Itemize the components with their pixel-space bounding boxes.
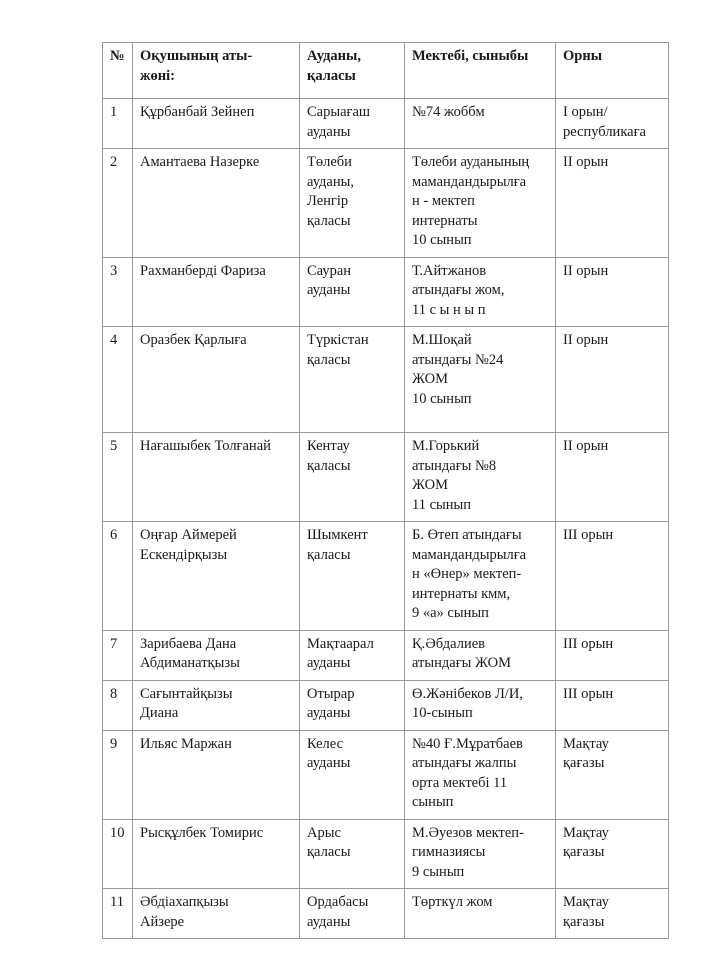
table-row [103, 99, 669, 149]
table-row [103, 522, 669, 631]
cell-number: 11 [103, 889, 133, 939]
cell-school: Төрткүл жом [405, 889, 556, 939]
header-student-name: Оқушының аты- жөні: [133, 43, 300, 99]
cell-student-name: Әбдіахапқызы Айзере [133, 889, 300, 939]
cell-number: 1 [103, 99, 133, 149]
cell-district: Шымкент қаласы [300, 522, 405, 631]
table-row [103, 630, 669, 680]
cell-place: II орын [556, 257, 669, 327]
cell-district: Сарыағаш ауданы [300, 99, 405, 149]
table-row [103, 680, 669, 730]
table-row [103, 730, 669, 819]
cell-district: Арыс қаласы [300, 819, 405, 889]
cell-school: М.Горький атындағы №8 ЖОМ 11 сынып [405, 433, 556, 522]
cell-school: Ө.Жәнібеков Л/И, 10-сынып [405, 680, 556, 730]
cell-place: Мақтау қағазы [556, 819, 669, 889]
cell-number: 5 [103, 433, 133, 522]
cell-district: Кентау қаласы [300, 433, 405, 522]
header-school: Мектебі, сыныбы [405, 43, 556, 99]
table-row [103, 327, 669, 433]
cell-student-name: Оразбек Қарлығa [133, 327, 300, 433]
cell-student-name: Құрбанбай Зейнеп [133, 99, 300, 149]
cell-number: 3 [103, 257, 133, 327]
cell-student-name: Амантаева Назерке [133, 149, 300, 258]
header-district: Ауданы, қаласы [300, 43, 405, 99]
cell-school: Т.Айтжанов атындағы жом, 11 с ы н ы п [405, 257, 556, 327]
cell-student-name: Рахманберді Фариза [133, 257, 300, 327]
results-table [102, 42, 669, 939]
cell-student-name: Оңғар Аймерей Ескендірқызы [133, 522, 300, 631]
header-place: Орны [556, 43, 669, 99]
cell-district: Сауран ауданы [300, 257, 405, 327]
table-row [103, 433, 669, 522]
cell-place: III орын [556, 522, 669, 631]
cell-district: Төлеби ауданы, Ленгір қаласы [300, 149, 405, 258]
cell-student-name: Зарибаева Дана Абдиманатқызы [133, 630, 300, 680]
cell-school: Б. Өтеп атындағы мамандандырылға н «Өнер» мектеп- интернаты кмм, 9 «а» сынып [405, 522, 556, 631]
cell-school: №74 жоббм [405, 99, 556, 149]
cell-student-name: Ильяс Маржан [133, 730, 300, 819]
cell-school: М.Әуезов мектеп- гимназиясы 9 сынып [405, 819, 556, 889]
cell-number: 9 [103, 730, 133, 819]
cell-place: II орын [556, 149, 669, 258]
cell-place: Мақтау қағазы [556, 730, 669, 819]
cell-number: 8 [103, 680, 133, 730]
cell-school: М.Шоқай атындағы №24 ЖОМ 10 сынып [405, 327, 556, 433]
cell-number: 7 [103, 630, 133, 680]
cell-district: Отырар ауданы [300, 680, 405, 730]
cell-place: III орын [556, 630, 669, 680]
cell-school: Төлеби ауданының мамандандырылға н - мектеп интернаты 10 сынып [405, 149, 556, 258]
header-number: № [103, 43, 133, 99]
cell-place: Мақтау қағазы [556, 889, 669, 939]
cell-school: Қ.Әбдалиев атындағы ЖОМ [405, 630, 556, 680]
table-row [103, 257, 669, 327]
cell-place: II орын [556, 433, 669, 522]
cell-district: Мақтаарал ауданы [300, 630, 405, 680]
cell-place: II орын [556, 327, 669, 433]
cell-student-name: Сағынтайқызы Диана [133, 680, 300, 730]
cell-school: №40 Ғ.Мұратбаев атындағы жалпы орта мектебі 11 сынып [405, 730, 556, 819]
cell-number: 10 [103, 819, 133, 889]
cell-number: 2 [103, 149, 133, 258]
cell-number: 4 [103, 327, 133, 433]
cell-place: III орын [556, 680, 669, 730]
cell-district: Келес ауданы [300, 730, 405, 819]
cell-district: Ордабасы ауданы [300, 889, 405, 939]
table-row [103, 149, 669, 258]
cell-district: Түркістан қаласы [300, 327, 405, 433]
header-row [103, 43, 669, 99]
table-row [103, 819, 669, 889]
cell-student-name: Нағашыбек Толғанай [133, 433, 300, 522]
cell-student-name: Рысқұлбек Томирис [133, 819, 300, 889]
cell-place: I орын/ республикаға [556, 99, 669, 149]
table-row [103, 889, 669, 939]
cell-number: 6 [103, 522, 133, 631]
